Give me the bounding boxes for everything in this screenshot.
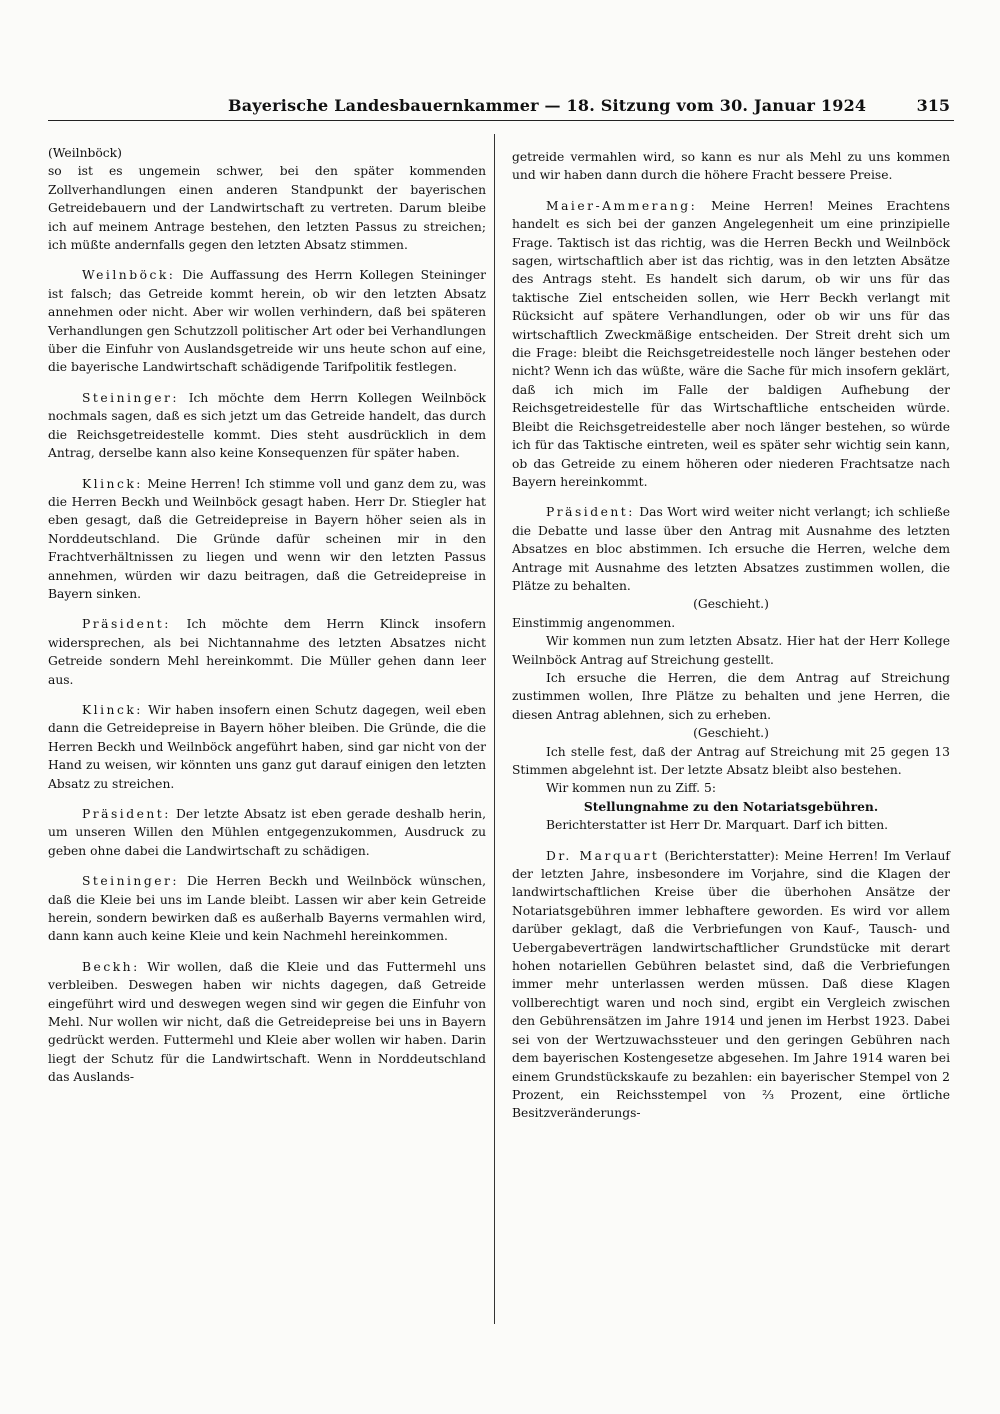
- paragraph: [48, 475, 486, 604]
- paragraph-text: Der letzte Absatz ist eben gerade deshalb herin, um unseren Willen den Mühlen entgegenzukommen, Ausdruck zu geben ohne dabei die Landwirtschaft zu schädigen.: [48, 807, 486, 858]
- speaker-name: Klinck:: [82, 702, 143, 717]
- paragraph: [512, 197, 950, 492]
- speaker-name: Steininger:: [82, 874, 180, 889]
- paragraph-text: so ist es ungemein schwer, bei den später kommenden Zollverhandlungen einen anderen Standpunkt der bayerischen Getreidebauern und der Landwirtschaft zu vertreten. Darum bleibe ich auf meinem Antrage bestehen, den letzten Passus zu streichen; ich müßte andernfalls gegen den letzten Absatz stimmen.: [48, 164, 486, 253]
- column-divider: [494, 134, 495, 1324]
- paragraph: [512, 816, 950, 834]
- speaker-name: Steininger:: [82, 390, 180, 405]
- section-heading: [512, 798, 950, 816]
- paragraph-text: Meine Herren! Ich stimme voll und ganz dem zu, was die Herren Beckh und Weilnböck gesagt haben. Herr Dr. Stiegler hat eben gesagt, daß die Getreidepreise in Bayern höher seien als in Norddeutschland. Die Gründe dafür scheinen mir in den Frachtverhältnissen zu liegen und wenn wir den letzten Passus annehmen, würden wir dazu beitragen, daß die Getreidepreise in Bayern sinken.: [48, 476, 486, 601]
- page-number: 315: [916, 96, 950, 115]
- paragraph-text: Meine Herren! Meines Erachtens handelt es sich bei der ganzen Angelegenheit um eine prinzipielle Frage. Taktisch ist das richtig, was die Herren Beckh und Weilnböck sagen, wirtschaftlich aber ist das richtig, was in den letzten Absätze des Antrags steht. Es handelt sich darum, ob wir uns für das taktische Ziel entscheiden sollen, wie Herr Beckh verlangt mit Rücksicht auf spätere Verhandlungen, oder ob wir uns für das wirtschaftlich Zweckmäßige entscheiden. Der Streit dreht sich um die Frage: bleibt die Reichsgetreidestelle noch länger bestehen oder nicht? Wenn ich das wüßte, wäre die Sache für mich insofern geklärt, daß ich mich im Falle der baldigen Aufhebung der Reichsgetreidestelle für das Wirtschaftliche entscheiden würde. Bleibt die Reichsgetreidestelle aber noch länger bestehen, so würde ich für das Taktische eintreten, weil es später sehr wichtig sein kann, ob das Getreide zu einem höheren oder niederen Frachtsatze nach Bayern hereinkommt.: [512, 198, 950, 489]
- speaker-name: Klinck:: [82, 476, 143, 491]
- paragraph-text: getreide vermahlen wird, so kann es nur als Mehl zu uns kommen und wir haben dann durch die höhere Fracht bessere Preise.: [512, 150, 950, 183]
- paragraph-text: Wir wollen, daß die Kleie und das Futtermehl uns verbleiben. Deswegen haben wir nichts dagegen, daß Getreide eingeführt wird und deswegen wegen sind wir gegen die Einfuhr von Mehl. Nur wollen wir nicht, daß die Getreidepreise bei uns in Bayern gedrückt werden. Futtermehl und Kleie aber wollen wir haben. Darin liegt der Schutz für die Landwirtschaft. Wenn in Norddeutschland das Auslands-: [48, 959, 486, 1085]
- paragraph: [512, 148, 950, 185]
- paragraph-text: Wir haben insofern einen Schutz dagegen, weil eben dann die Getreidepreise in Bayern höher bleiben. Die Gründe, die die Herren Beckh und Weilnböck angeführt haben, sind gar nicht von der Hand zu weisen, wir könnten uns ganz gut darauf einigen den letzten Absatz zu streichen.: [48, 702, 486, 791]
- heading-text: Stellungnahme zu den Notariatsgebühren.: [583, 798, 879, 814]
- paragraph: [48, 701, 486, 793]
- paragraph: [512, 669, 950, 724]
- paragraph-text: Ich möchte dem Herrn Kollegen Weilnböck nochmals sagen, daß es sich jetzt um das Getreide handelt, das durch die Reichsgetreidestelle kommt. Dies steht ausdrücklich in dem Antrag, derselbe kann also keine Konsequenzen für später haben.: [48, 390, 486, 461]
- procedural-note: [512, 595, 950, 613]
- paragraph-text: Ich möchte dem Herrn Klinck insofern widersprechen, als bei Nichtannahme des letzten Absatzes nicht Getreide sondern Mehl hereinkommt. Die Müller gehen dann leer aus.: [48, 617, 486, 687]
- speaker-name: Präsident:: [546, 505, 635, 520]
- paragraph: [512, 503, 950, 595]
- paragraph: [512, 743, 950, 780]
- speaker-name: Beckh:: [82, 959, 140, 974]
- speaker-name: Weilnböck:: [82, 268, 176, 283]
- speaker-name: Präsident:: [82, 807, 171, 821]
- speaker-name: Präsident:: [82, 617, 171, 632]
- paragraph-text: Ich ersuche die Herren, die dem Antrag auf Streichung zustimmen wollen, Ihre Plätze zu behalten und jene Herren, die diesen Antrag ablehnen, sich zu erheben.: [512, 670, 950, 722]
- paragraph-text: Berichterstatter ist Herr Dr. Marquart. Darf ich bitten.: [546, 818, 889, 833]
- paragraph-text: Wir kommen nun zum letzten Absatz. Hier hat der Herr Kollege Weilnböck Antrag auf Streichung gestellt.: [512, 634, 950, 667]
- paragraph: [512, 632, 950, 669]
- paragraph-speaker-label: [48, 144, 486, 162]
- note-text: (Geschieht.): [693, 597, 769, 612]
- paragraph-text: Wir kommen nun zu Ziff. 5:: [546, 781, 716, 796]
- paragraph: [512, 779, 950, 797]
- paragraph-text: Die Herren Beckh und Weilnböck wünschen, daß die Kleie bei uns im Lande bleibt. Lassen wir aber kein Getreide herein, sondern bewirken daß es außerhalb Bayerns vermahlen wird, dann kann auch keine Kleie und kein Nachmehl hereinkommen.: [48, 874, 486, 944]
- procedural-note: [512, 724, 950, 742]
- paragraph-text: Ich stelle fest, daß der Antrag auf Streichung mit 25 gegen 13 Stimmen abgelehnt ist. Der letzte Absatz bleibt also bestehen.: [512, 744, 950, 777]
- paragraph: [512, 614, 950, 632]
- paragraph: [48, 389, 486, 463]
- speaker-name: Dr. Marquart: [546, 848, 660, 863]
- paragraph-text: Meine Herren! Im Verlauf der letzten Jahre, insbesondere im Vorjahre, sind die Klagen der landwirtschaftlichen Kreise über die überhohen Ansätze der Notariatsgebühren immer lebhaftere geworden. Es wird vor allem darüber geklagt, daß die Verbriefungen von Kauf-, Tausch- und Uebergabeverträgen landwirtschaftlicher Grundstücke mit derart hohen notariellen Gebühren belastet sind, daß die Verbriefungen immer mehr unterlassen werden müssen. Daß diese Klagen vollberechtigt waren und noch sind, ergibt ein Vergleich zwischen den Gebührensätzen im Jahre 1914 und jenen im Herbst 1923. Dabei sei von der Wertzuwachssteuer und den geringen Gebühren nach dem bayerischen Kostengesetze abgesehen. Im Jahre 1914 waren bei einem Grundstückskaufe zu bezahlen: ein bayerischer Stempel von 2 Prozent, ein Reichsstempel von ⅔ Prozent, eine örtliche Besitzveränderungs-: [512, 848, 950, 1121]
- right-column: [512, 148, 950, 1135]
- paragraph: [48, 162, 486, 254]
- paragraph: [48, 266, 486, 376]
- left-column: [48, 144, 486, 1099]
- paragraph: [48, 805, 486, 860]
- paragraph-text: Einstimmig angenommen.: [512, 615, 676, 630]
- speaker-role: (Berichterstatter):: [664, 848, 779, 863]
- paragraph: [48, 958, 486, 1087]
- speaker-name: Maier-Ammerang:: [546, 198, 698, 213]
- paragraph: [512, 847, 950, 1123]
- note-text: (Geschieht.): [693, 726, 769, 741]
- running-title: Bayerische Landesbauernkammer — 18. Sitzung vom 30. Januar 1924: [228, 96, 867, 115]
- page-header: [48, 96, 954, 121]
- paragraph: [48, 615, 486, 689]
- speaker-name: (Weilnböck): [48, 146, 122, 160]
- paragraph-text: Das Wort wird weiter nicht verlangt; ich schließe die Debatte und lasse über den Antrag mit Ausnahme des letzten Absatzes en bloc abstimmen. Ich ersuche die Herren, welche dem Antrage mit Ausnahme des letzten Absatzes zustimmen wollen, die Plätze zu behalten.: [512, 505, 950, 593]
- paragraph: [48, 872, 486, 946]
- paragraph-text: Die Auffassung des Herrn Kollegen Steininger ist falsch; das Getreide kommt herein, ob wir den letzten Absatz annehmen oder nicht. Aber wir wollen verhindern, daß bei späteren Verhandlungen gen Schutzzoll politischer Art oder bei Verhandlungen über die Einfuhr von Auslandsgetreide wir uns heute schon auf eine, die bayerische Landwirtschaft schädigende Tarifpolitik festlegen.: [48, 268, 486, 375]
